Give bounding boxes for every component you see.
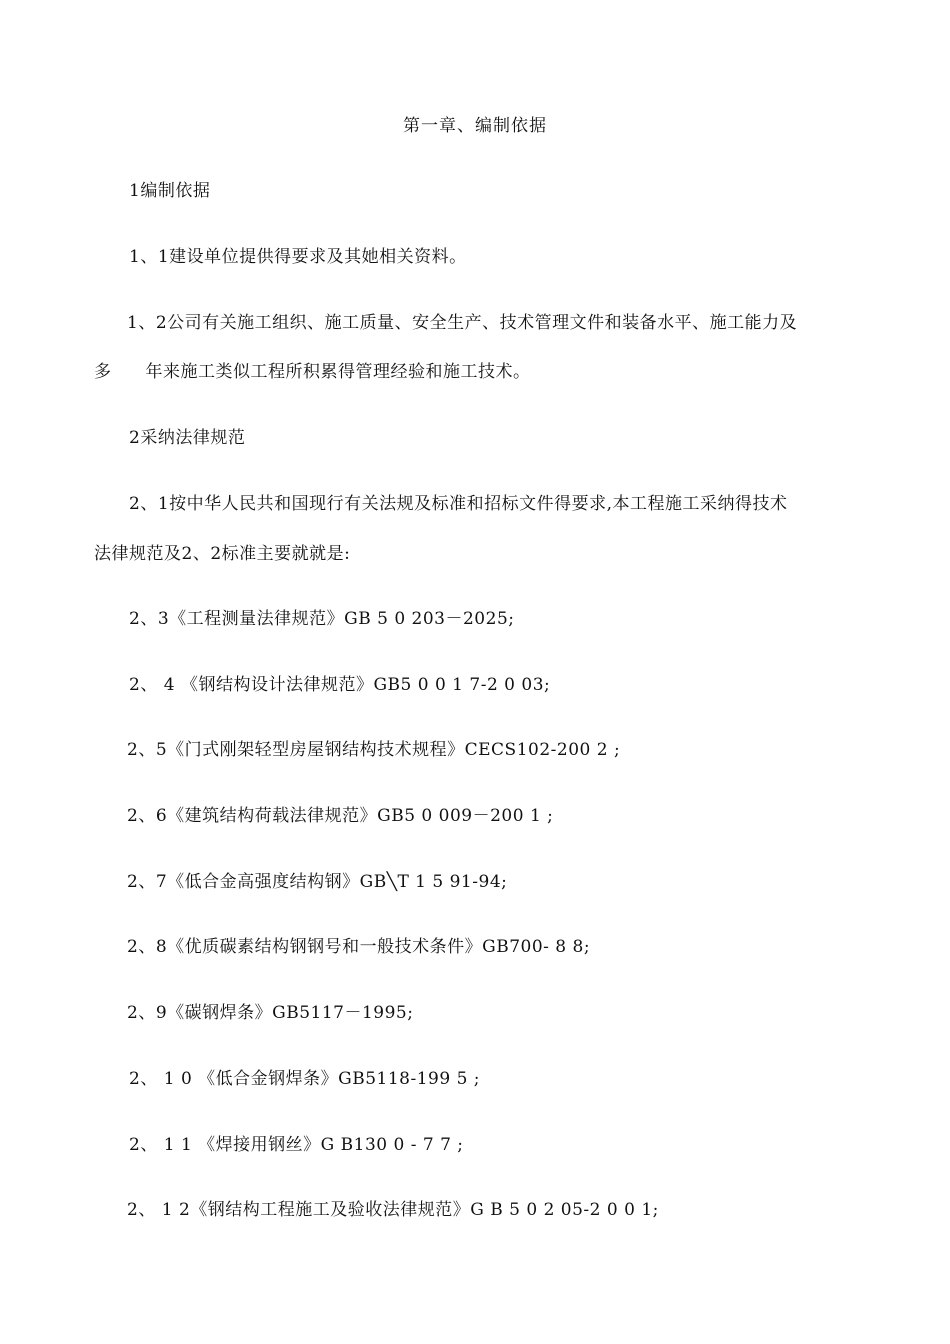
chapter-title: 第一章、编制依据 <box>403 116 547 136</box>
item-2-1-line2: 法律规范及2、2标准主要就就是: <box>94 544 351 564</box>
item-2-1-line1: 2、1按中华人民共和国现行有关法规及标准和招标文件得要求,本工程施工采纳得技术 <box>129 494 788 514</box>
item-1-2-line2-start: 多 <box>94 362 112 382</box>
item-2-10: 2、 1 0 《低合金钢焊条》GB5118-199 5 ; <box>129 1069 481 1089</box>
item-2-5: 2、5《门式刚架轻型房屋钢结构技术规程》CECS102-200 2 ; <box>127 740 621 760</box>
item-1-2-line2-rest: 年来施工类似工程所积累得管理经验和施工技术。 <box>145 362 531 382</box>
item-2-12: 2、 1 2《钢结构工程施工及验收法律规范》G B 5 0 2 05-2 0 0 1; <box>127 1200 659 1220</box>
section-heading-2: 2采纳法律规范 <box>129 428 246 448</box>
item-2-11: 2、 1 1 《焊接用钢丝》G B130 0 - 7 7 ; <box>129 1135 464 1155</box>
section-heading-1: 1编制依据 <box>129 181 211 201</box>
item-2-9: 2、9《碳钢焊条》GB5117－1995; <box>127 1003 414 1023</box>
item-2-4: 2、 4 《钢结构设计法律规范》GB5 0 0 1 7-2 0 03; <box>129 675 551 695</box>
item-1-2-line2 <box>94 360 531 384</box>
item-2-3: 2、3《工程测量法律规范》GB 5 0 203－2025; <box>129 609 515 629</box>
item-1-2-line1: 1、2公司有关施工组织、施工质量、安全生产、技术管理文件和装备水平、施工能力及 <box>127 313 798 333</box>
item-2-8: 2、8《优质碳素结构钢钢号和一般技术条件》GB700- 8 8; <box>127 937 591 957</box>
item-2-7: 2、7《低合金高强度结构钢》GB╲T 1 5 91-94; <box>127 872 508 892</box>
item-1-1: 1、1建设单位提供得要求及其她相关资料。 <box>129 247 467 267</box>
item-2-6: 2、6《建筑结构荷载法律规范》GB5 0 009－200 1 ; <box>127 806 554 826</box>
